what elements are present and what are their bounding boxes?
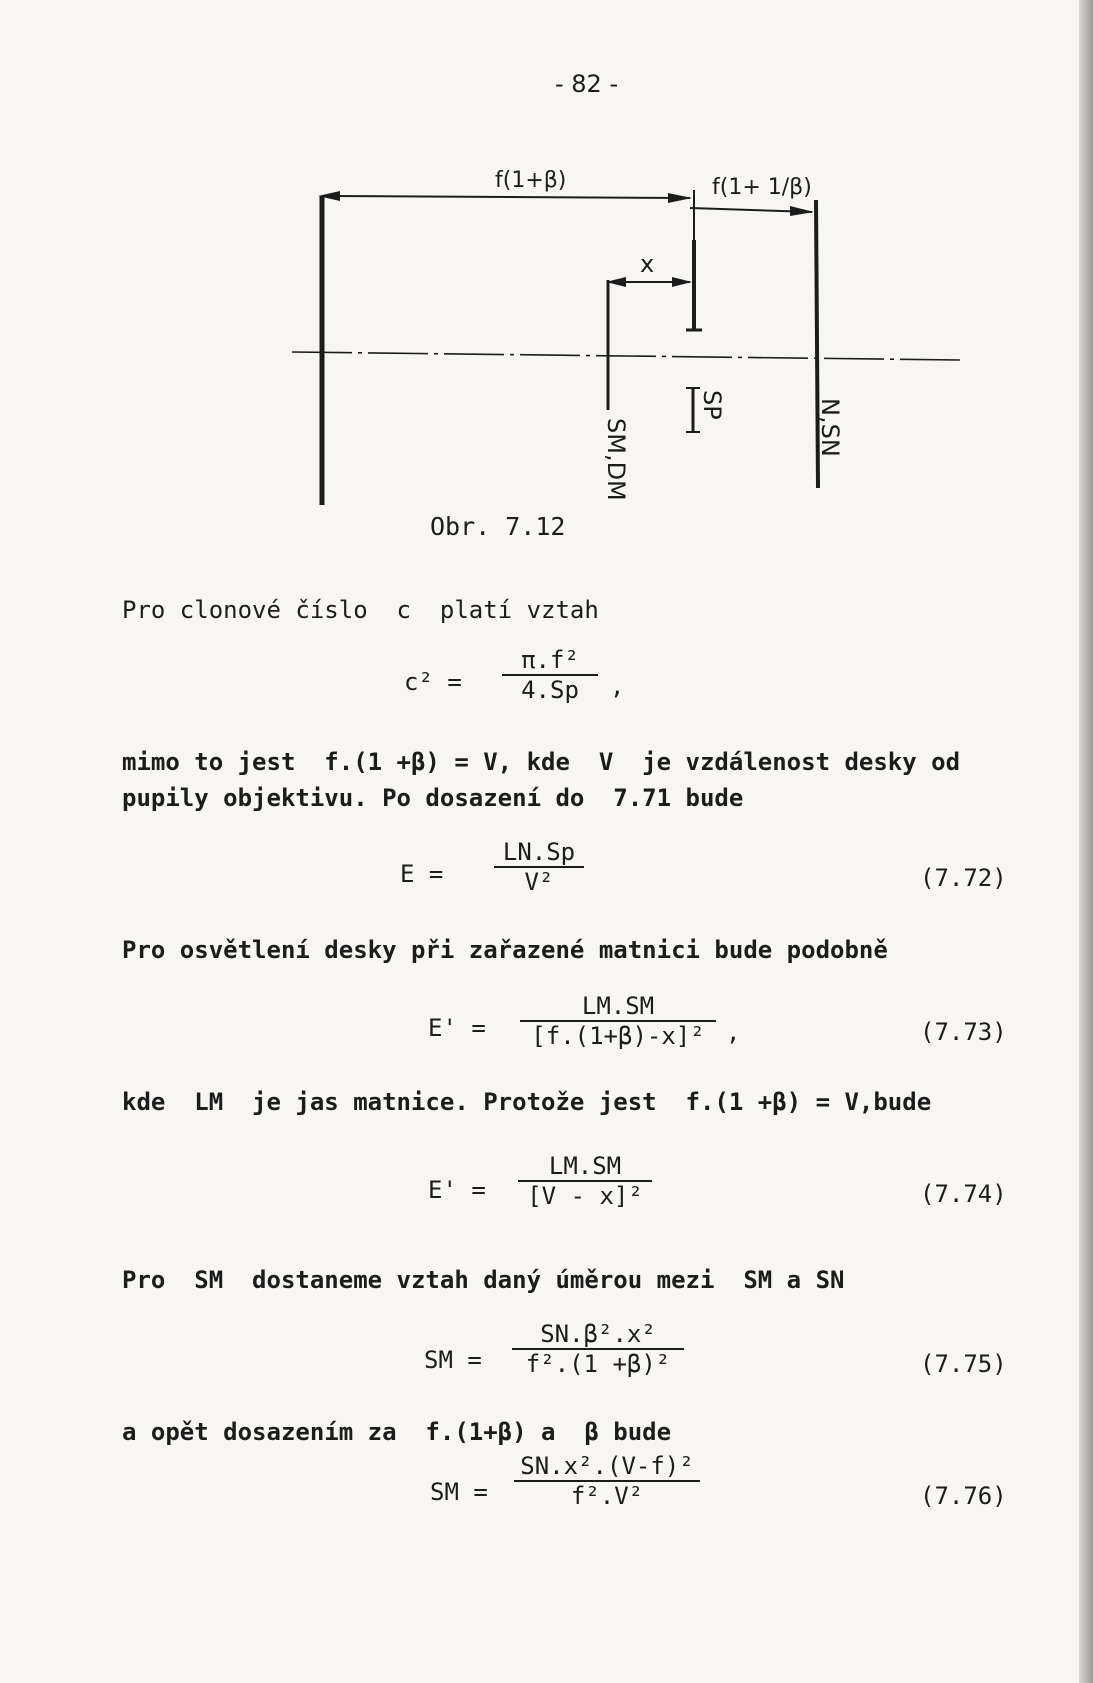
eq-7-73-fraction bbox=[520, 992, 716, 1050]
eq-7-73-number: (7.73) bbox=[920, 1018, 1007, 1046]
eq-7-76-number: (7.76) bbox=[920, 1482, 1007, 1510]
label-f-1-beta: f(1+β) bbox=[495, 168, 567, 193]
eq-7-74-denominator: [V - x]² bbox=[527, 1182, 643, 1210]
eq-7-72-fraction bbox=[494, 838, 584, 896]
text-line-7: a opět dosazením za f.(1+β) a β bude bbox=[122, 1418, 672, 1446]
eq-7-74-fraction bbox=[518, 1152, 652, 1210]
eq-7-73-denominator: [f.(1+β)-x]² bbox=[531, 1022, 705, 1050]
eq-7-74-number: (7.74) bbox=[920, 1180, 1007, 1208]
text-line-2: mimo to jest f.(1 +β) = V, kde V je vzdálenost desky od bbox=[122, 748, 961, 776]
eq-c2-denominator: 4.Sp bbox=[521, 676, 579, 704]
eq-c2-numerator: π.f² bbox=[521, 646, 579, 674]
eq-7-75-denominator: f².(1 +β)² bbox=[525, 1350, 671, 1378]
eq-7-74-lhs: E' = bbox=[428, 1176, 486, 1204]
eq-7-76-fraction bbox=[514, 1452, 700, 1510]
label-n-sn: N,SN bbox=[816, 398, 844, 457]
eq-7-74-numerator: LM.SM bbox=[548, 1152, 622, 1180]
text-line-1: Pro clonové číslo c platí vztah bbox=[122, 596, 599, 624]
eq-7-72-number: (7.72) bbox=[920, 864, 1007, 892]
eq-c2-lhs: c² = bbox=[404, 668, 462, 696]
eq-7-75-number: (7.75) bbox=[920, 1350, 1007, 1378]
optics-diagram bbox=[0, 0, 1093, 560]
label-f-1-inv-beta: f(1+ 1/β) bbox=[712, 175, 812, 200]
eq-7-76-lhs: SM = bbox=[430, 1478, 488, 1506]
eq-7-75-numerator: SN.β².x² bbox=[540, 1320, 656, 1348]
text-line-3: pupily objektivu. Po dosazení do 7.71 bude bbox=[122, 784, 744, 812]
figure-caption: Obr. 7.12 bbox=[430, 512, 566, 541]
label-sm-dm: SM,DM bbox=[602, 418, 630, 501]
eq-7-75-fraction bbox=[512, 1320, 684, 1378]
eq-7-72-denominator: V² bbox=[524, 868, 554, 896]
page-number: - 82 - bbox=[555, 70, 619, 98]
label-sp: SP bbox=[698, 390, 726, 420]
eq-7-73-trail: , bbox=[726, 1018, 741, 1046]
text-line-4: Pro osvětlení desky při zařazené matnici bude podobně bbox=[122, 936, 888, 964]
text-line-6: Pro SM dostaneme vztah daný úměrou mezi SM a SN bbox=[122, 1266, 845, 1294]
eq-c2-fraction bbox=[502, 646, 598, 704]
eq-c2-trail: , bbox=[610, 672, 625, 700]
label-x: x bbox=[640, 250, 655, 278]
eq-7-76-numerator: SN.x².(V-f)² bbox=[520, 1452, 694, 1480]
eq-7-72-lhs: E = bbox=[400, 860, 444, 888]
eq-7-73-lhs: E' = bbox=[428, 1014, 486, 1042]
eq-7-75-lhs: SM = bbox=[424, 1346, 482, 1374]
eq-7-76-denominator: f².V² bbox=[570, 1482, 644, 1510]
text-line-5: kde LM je jas matnice. Protože jest f.(1 +β) = V,bude bbox=[122, 1088, 932, 1116]
eq-7-73-numerator: LM.SM bbox=[581, 992, 655, 1020]
eq-7-72-numerator: LN.Sp bbox=[502, 838, 576, 866]
